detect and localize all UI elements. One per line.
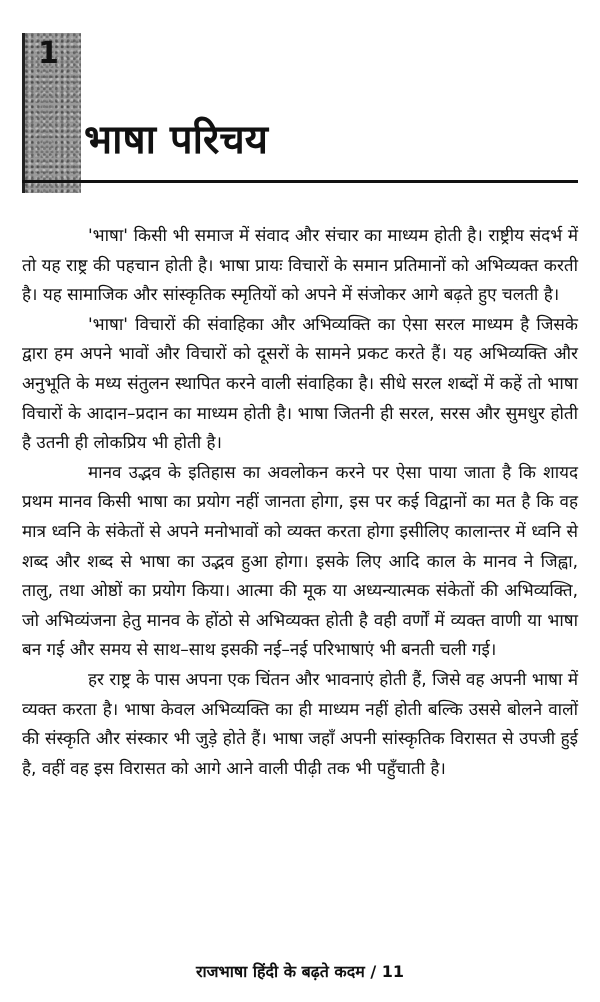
title-divider [22, 180, 578, 183]
paragraph: हर राष्ट्र के पास अपना एक चिंतन और भावनाएं होती हैं, जिसे वह अपनी भाषा में व्यक्त करता है। भाषा केवल अभिव्यक्ति का ही माध्यम नहीं होती बल्कि उससे बोलने वालों की संस्कृति और संस्कार भी जुड़े होते हैं। भाषा जहाँ अपनी सांस्कृतिक विरासत से उपजी हुई है, वहीं वह इस विरासत को आगे आने वाली पीढ़ी तक भी पहुँचाती है। [22, 669, 578, 779]
chapter-body [22, 222, 578, 784]
chapter-number: 1 [38, 36, 59, 71]
chapter-title: भाषा परिचय [84, 117, 268, 163]
paragraph: 'भाषा' किसी भी समाज में संवाद और संचार का माध्यम होती है। राष्ट्रीय संदर्भ में तो यह राष्ट्र की पहचान होती है। भाषा प्रायः विचारों के समान प्रतिमानों को अभिव्यक्त करती है। यह सामाजिक और सांस्कृतिक स्मृतियों को अपने में संजोकर आगे बढ़ते हुए चलती है। [22, 226, 578, 306]
paragraph: 'भाषा' विचारों की संवाहिका और अभिव्यक्ति का ऐसा सरल माध्यम है जिसके द्वारा हम अपने भावों और विचारों को दूसरों के सामने प्रकट करते हैं। यह अभिव्यक्ति और अनुभूति के मध्य संतुलन स्थापित करने वाली संवाहिका है। सीधे सरल शब्दों में कहें तो भाषा विचारों के आदान–प्रदान का माध्यम होती है। भाषा जितनी ही सरल, सरस और सुमधुर होती है उतनी ही लोकप्रिय भी होती है। [22, 314, 578, 454]
paragraph: मानव उद्भव के इतिहास का अवलोकन करने पर ऐसा पाया जाता है कि शायद प्रथम मानव किसी भाषा का प्रयोग नहीं जानता होगा, इस पर कई विद्वानों का मत है कि वह मात्र ध्वनि के संकेतों से अपने मनोभावों को व्यक्त करता होगा इसीलिए कालान्तर में ध्वनि से शब्द और शब्द से भाषा का उद्भव हुआ होगा। इसके लिए आदि काल के मानव ने जिह्वा, तालु, तथा ओष्ठों का प्रयोग किया। आत्मा की मूक या अध्यन्यात्मक संकेतों की अभिव्यक्ति, जो अभिव्यंजना हेतु मानव के होंठो से अभिव्यक्त होती है वही वर्णों में व्यक्त वाणी या भाषा बन गई और समय से साथ–साथ इसकी नई–नई परिभाषाएं भी बनती चली गई। [22, 462, 578, 661]
page-footer: राजभाषा हिंदी के बढ़ते कदम / 11 [195, 962, 405, 981]
